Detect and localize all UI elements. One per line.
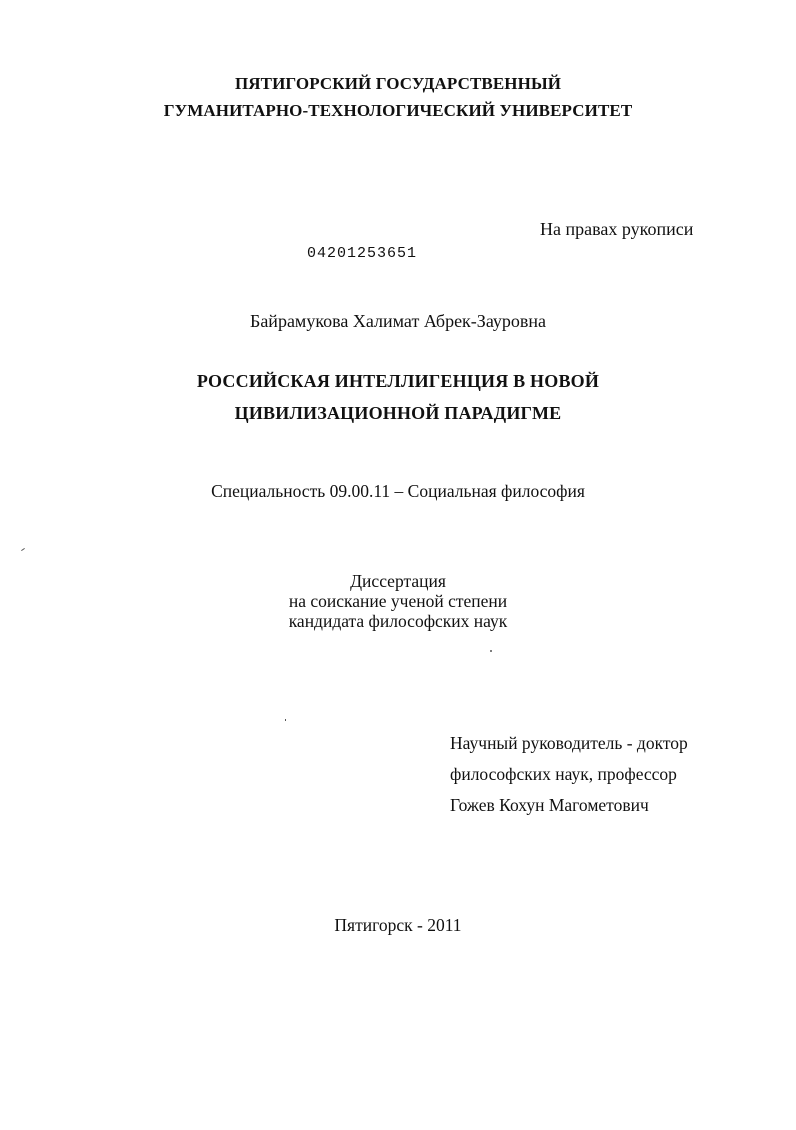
dissertation-line-1: Диссертация: [350, 571, 446, 591]
dissertation-line-2: на соискание ученой степени: [288, 591, 508, 611]
thesis-title-line-1: РОССИЙСКАЯ ИНТЕЛЛИГЕНЦИЯ В НОВОЙ: [196, 371, 600, 391]
advisor-line-2: философских наук, профессор: [450, 764, 677, 784]
scan-speck: [490, 650, 492, 652]
catalog-code: 04201253651: [307, 245, 418, 262]
author-name: Байрамукова Халимат Абрек-Зауровна: [249, 311, 547, 331]
advisor-line-3: Гожев Кохун Магометович: [450, 795, 649, 815]
advisor-line-1: Научный руководитель - доктор: [450, 733, 688, 753]
specialty-line: Специальность 09.00.11 – Социальная философия: [211, 481, 585, 501]
university-name-line-1: ПЯТИГОРСКИЙ ГОСУДАРСТВЕННЫЙ: [234, 74, 562, 93]
dissertation-line-3: кандидата философских наук: [288, 611, 508, 631]
manuscript-rights-note: На правах рукописи: [540, 219, 694, 239]
thesis-title-line-2: ЦИВИЛИЗАЦИОННОЙ ПАРАДИГМЕ: [234, 403, 562, 423]
university-name-line-2: ГУМАНИТАРНО-ТЕХНОЛОГИЧЕСКИЙ УНИВЕРСИТЕТ: [163, 101, 633, 120]
scan-speck: [21, 548, 25, 551]
scan-speck: [285, 719, 286, 721]
place-and-year: Пятигорск - 2011: [334, 915, 462, 935]
